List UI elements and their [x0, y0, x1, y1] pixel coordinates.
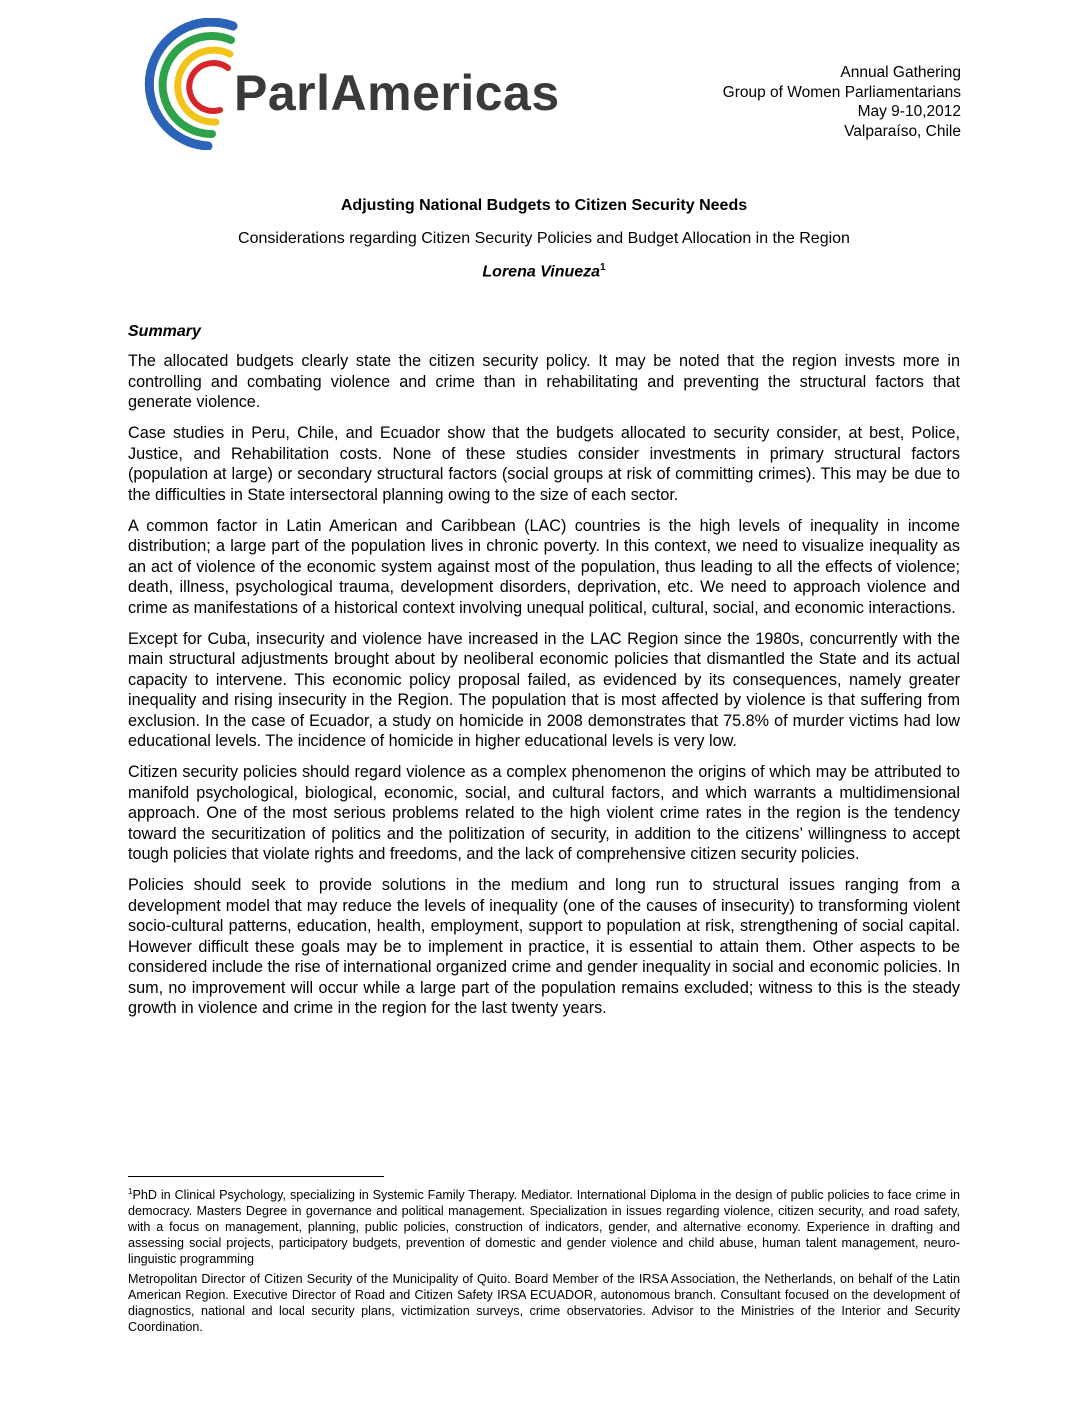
footnote	[128, 1184, 960, 1267]
footnote-text: PhD in Clinical Psychology, specializing in Systemic Family Therapy. Mediator. International Diploma in the design of public policies to face crime in democracy. Masters Degree in governance and political management. Specialization in issues regarding violence, citizen security, and road safety, with a focus on management, planning, public policies, construction of indicators, gender, and alternative economy. Experience in drafting and assessing social projects, participatory budgets, prevention of domestic and gender violence and child abuse, human talent management, neuro-linguistic programming	[128, 1188, 960, 1267]
parlamericas-logo	[138, 18, 598, 150]
logo-wordmark: ParlAmericas	[234, 65, 560, 121]
event-location: Valparaíso, Chile	[844, 122, 961, 140]
footnote-mark: 1	[128, 1187, 133, 1196]
author-name: Lorena Vinueza	[482, 263, 601, 281]
footnotes	[128, 1184, 960, 1339]
event-info	[723, 63, 961, 141]
summary-heading: Summary	[128, 323, 201, 340]
author-line	[0, 262, 1088, 281]
event-date: May 9-10,2012	[857, 103, 961, 120]
document-title: Adjusting National Budgets to Citizen Security Needs	[340, 197, 748, 214]
paragraph: The allocated budgets clearly state the citizen security policy. It may be noted that the region invests more in controlling and combating violence and crime than in rehabilitating and preventing the structural factors that generate violence.	[128, 352, 960, 411]
paragraph: Citizen security policies should regard violence as a complex phenomenon the origins of which may be attributed to manifold psychological, biological, economic, social, and cultural factors, and which warrants a multidimensional approach. One of the most serious problems related to the high violent crime rates in the region is the tendency toward the securitization of politics and the politization of security, in addition to the citizens’ willingness to accept tough policies that violate rights and freedoms, and the lack of comprehensive citizen security policies.	[128, 763, 960, 863]
paragraph: Policies should seek to provide solutions in the medium and long run to structural issues ranging from a development model that may reduce the levels of inequality (one of the causes of insecurity) to transforming violent socio-cultural patterns, education, health, employment, support to population at risk, strengthening of social capital. However difficult these goals may be to implement in practice, it is essential to attain them. Other aspects to be considered include the rise of international organized crime and gender inequality in social and economic policies. In sum, no improvement will occur while a large part of the population remains excluded; witness to this is the steady growth in violence and crime in the region for the last twenty years.	[128, 876, 960, 1017]
footnote-divider	[128, 1176, 384, 1177]
event-name: Annual Gathering	[840, 64, 961, 81]
paragraph: Case studies in Peru, Chile, and Ecuador show that the budgets allocated to security consider, at best, Police, Justice, and Rehabilitation costs. None of these studies consider investments in primary structural factors (population at large) or secondary structural factors (social groups at risk of committing crimes). This may be due to the difficulties in State intersectoral planning owing to the size of each sector.	[128, 424, 960, 504]
paragraph: A common factor in Latin American and Caribbean (LAC) countries is the high levels of inequality in income distribution; a large part of the population lives in chronic poverty. In this context, we need to visualize inequality as an act of violence of the economic system against most of the population, thus leading to all the effects of violence; death, illness, psychological trauma, development disorders, deprivation, etc. We need to approach violence and crime as manifestations of a historical context involving unequal political, cultural, social, and economic interactions.	[128, 516, 960, 617]
document-subtitle: Considerations regarding Citizen Security Policies and Budget Allocation in the Region	[238, 230, 850, 247]
footnote-ref: 1	[600, 262, 606, 273]
paragraph: Except for Cuba, insecurity and violence have increased in the LAC Region since the 1980s, concurrently with the main structural adjustments brought about by neoliberal economic policies that dismantled the State and its actual capacity to intervene. This economic policy proposal failed, as evidenced by its consequences, namely greater inequality and rising insecurity in the Region. The population that is most affected by violence is that suffering from exclusion. In the case of Ecuador, a study on homicide in 2008 demonstrates that 75.8% of murder victims had low educational levels. The incidence of homicide in higher educational levels is very low.	[128, 629, 960, 750]
event-group: Group of Women Parliamentarians	[722, 83, 961, 101]
summary-body	[128, 351, 960, 1029]
footnote-continued: Metropolitan Director of Citizen Security of the Municipality of Quito. Board Member of the IRSA Association, the Netherlands, on behalf of the Latin American Region. Executive Director of Road and Citizen Safety IRSA ECUADOR, autonomous branch. Consultant focused on the development of diagnostics, national and local security plans, victimization surveys, crime observatories. Advisor to the Ministries of the Interior and Security Coordination.	[128, 1272, 960, 1335]
